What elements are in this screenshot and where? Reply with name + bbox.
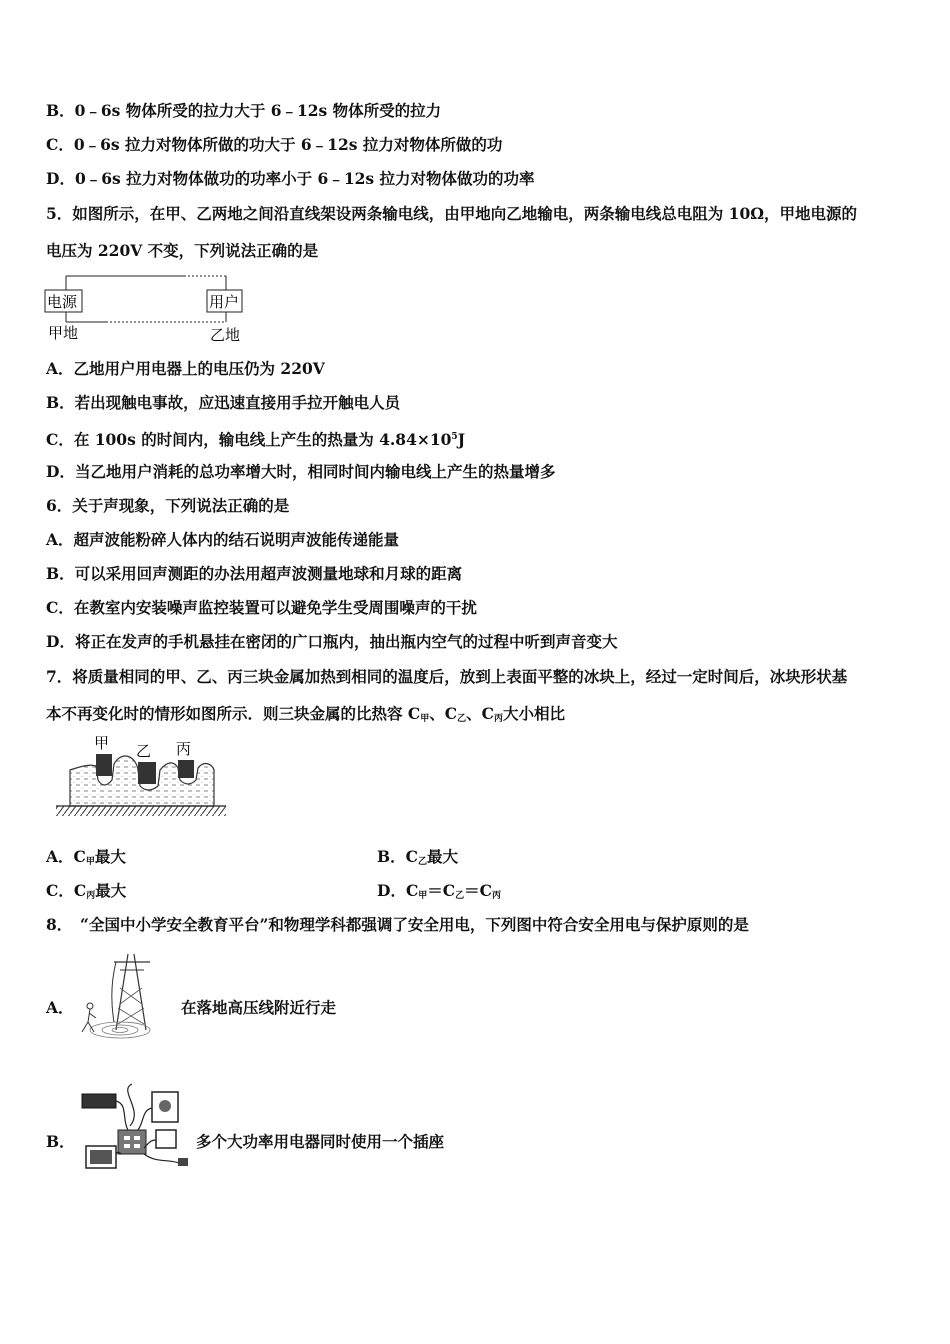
q4-option-d: D．0﹣6s 拉力对物体做功的功率小于 6﹣12s 拉力对物体做功的功率 [46, 169, 535, 188]
q7-option-a-sub: 甲 [85, 857, 95, 867]
q8-option-a-illustration [76, 948, 180, 1044]
q6-option-c: C．在教室内安装噪声监控装置可以避免学生受周围噪声的干扰 [46, 598, 477, 617]
q5-stem-line2: 电压为 220V 不变，下列说法正确的是 [46, 241, 319, 260]
q7-stem-line2 [46, 703, 565, 730]
q7-option-c-post: 最大 [95, 881, 127, 900]
q7-option-c-pre: C．C [46, 881, 87, 900]
q7-sep1: 、C [429, 704, 458, 723]
q4-option-c: C．0﹣6s 拉力对物体所做的功大于 6﹣12s 拉力对物体所做的功 [46, 135, 503, 154]
metal-block-jia [96, 754, 112, 776]
label-jia: 甲 [94, 734, 110, 752]
q6-option-b: B．可以采用回声测距的办法用超声波测量地球和月球的距离 [46, 564, 463, 583]
q7-option-a-post: 最大 [94, 847, 126, 866]
q7-stem-text: 本不再变化时的情形如图所示．则三块金属的比热容 C [46, 704, 421, 723]
q7-option-b-post: 最大 [426, 847, 458, 866]
label-yi: 乙 [136, 742, 152, 760]
q5-stem-line1: 5．如图所示，在甲、乙两地之间沿直线架设两条输电线，由甲地向乙地输电，两条输电线总电阻为 10Ω，甲地电源的 [46, 204, 858, 223]
q8-option-b-illustration [78, 1080, 194, 1176]
q7-sub-yi: 乙 [457, 714, 467, 724]
ground-hatch [56, 806, 226, 816]
q7-option-d-mid2: ＝C [464, 881, 492, 900]
q7-stem-line1: 7．将质量相同的甲、乙、丙三块金属加热到相同的温度后，放到上表面平整的冰块上，经过一定时间后，冰块形状基 [46, 667, 848, 686]
user-label: 用户 [209, 293, 240, 311]
q7-option-d-pre: D．C [377, 881, 419, 900]
q7-sub-jia: 甲 [420, 714, 430, 724]
q7-option-a [46, 846, 126, 873]
q7-option-d-sub3: 丙 [492, 891, 502, 901]
q7-sep2: 、C [466, 704, 494, 723]
q4-option-b: B．0﹣6s 物体所受的拉力大于 6﹣12s 物体所受的拉力 [46, 101, 442, 120]
transmission-line-diagram [44, 268, 254, 346]
q8-option-b-text: 多个大功率用电器同时使用一个插座 [196, 1132, 445, 1151]
power-source-label: 电源 [47, 293, 78, 311]
q5-option-c-text: C．在 100s 的时间内，输电线上产生的热量为 4.84×10 [46, 430, 452, 449]
q7-ice-figure [52, 734, 228, 824]
q8-option-b-label: B． [46, 1132, 75, 1151]
ice-block-diagram [52, 734, 228, 824]
q5-circuit-figure [44, 268, 254, 346]
q6-option-a: A．超声波能粉碎人体内的结石说明声波能传递能量 [46, 530, 400, 549]
q7-option-d [377, 880, 501, 907]
metal-block-bing [178, 760, 194, 778]
q7-option-b-pre: B．C [377, 847, 418, 866]
q7-option-d-sub1: 甲 [418, 891, 428, 901]
high-voltage-tower-icon [76, 948, 180, 1044]
place-b-label: 乙地 [210, 326, 241, 344]
q7-option-d-sub2: 乙 [455, 891, 465, 901]
label-bing: 丙 [176, 740, 192, 758]
overloaded-socket-icon [78, 1080, 194, 1176]
q7-stem-end: 大小相比 [502, 704, 565, 723]
q7-option-c [46, 880, 126, 907]
q8-stem: 8． “全国中小学安全教育平台”和物理学科都强调了安全用电，下列图中符合安全用电与保护原则的是 [46, 915, 749, 934]
q5-option-b: B．若出现触电事故，应迅速直接用手拉开触电人员 [46, 393, 401, 412]
q7-option-b-sub: 乙 [417, 857, 427, 867]
q5-option-c-unit: J [457, 430, 466, 449]
q6-stem: 6．关于声现象，下列说法正确的是 [46, 496, 290, 515]
q8-option-a-text: 在落地高压线附近行走 [181, 998, 337, 1017]
q7-option-d-mid1: ＝C [427, 881, 456, 900]
q5-option-d: D．当乙地用户消耗的总功率增大时，相同时间内输电线上产生的热量增多 [46, 462, 556, 481]
metal-block-yi [138, 762, 156, 784]
q7-option-a-pre: A．C [46, 847, 86, 866]
q7-option-c-sub: 丙 [86, 891, 96, 901]
q6-option-d: D．将正在发声的手机悬挂在密闭的广口瓶内，抽出瓶内空气的过程中听到声音变大 [46, 632, 618, 651]
q5-option-c-exponent: 5 [451, 432, 458, 442]
q8-option-a-label: A． [46, 998, 74, 1017]
place-a-label: 甲地 [48, 324, 79, 342]
q5-option-a: A．乙地用户用电器上的电压仍为 220V [46, 359, 325, 378]
q7-sub-bing: 丙 [493, 714, 503, 724]
q7-option-b [377, 846, 458, 873]
q5-option-c [46, 426, 465, 451]
